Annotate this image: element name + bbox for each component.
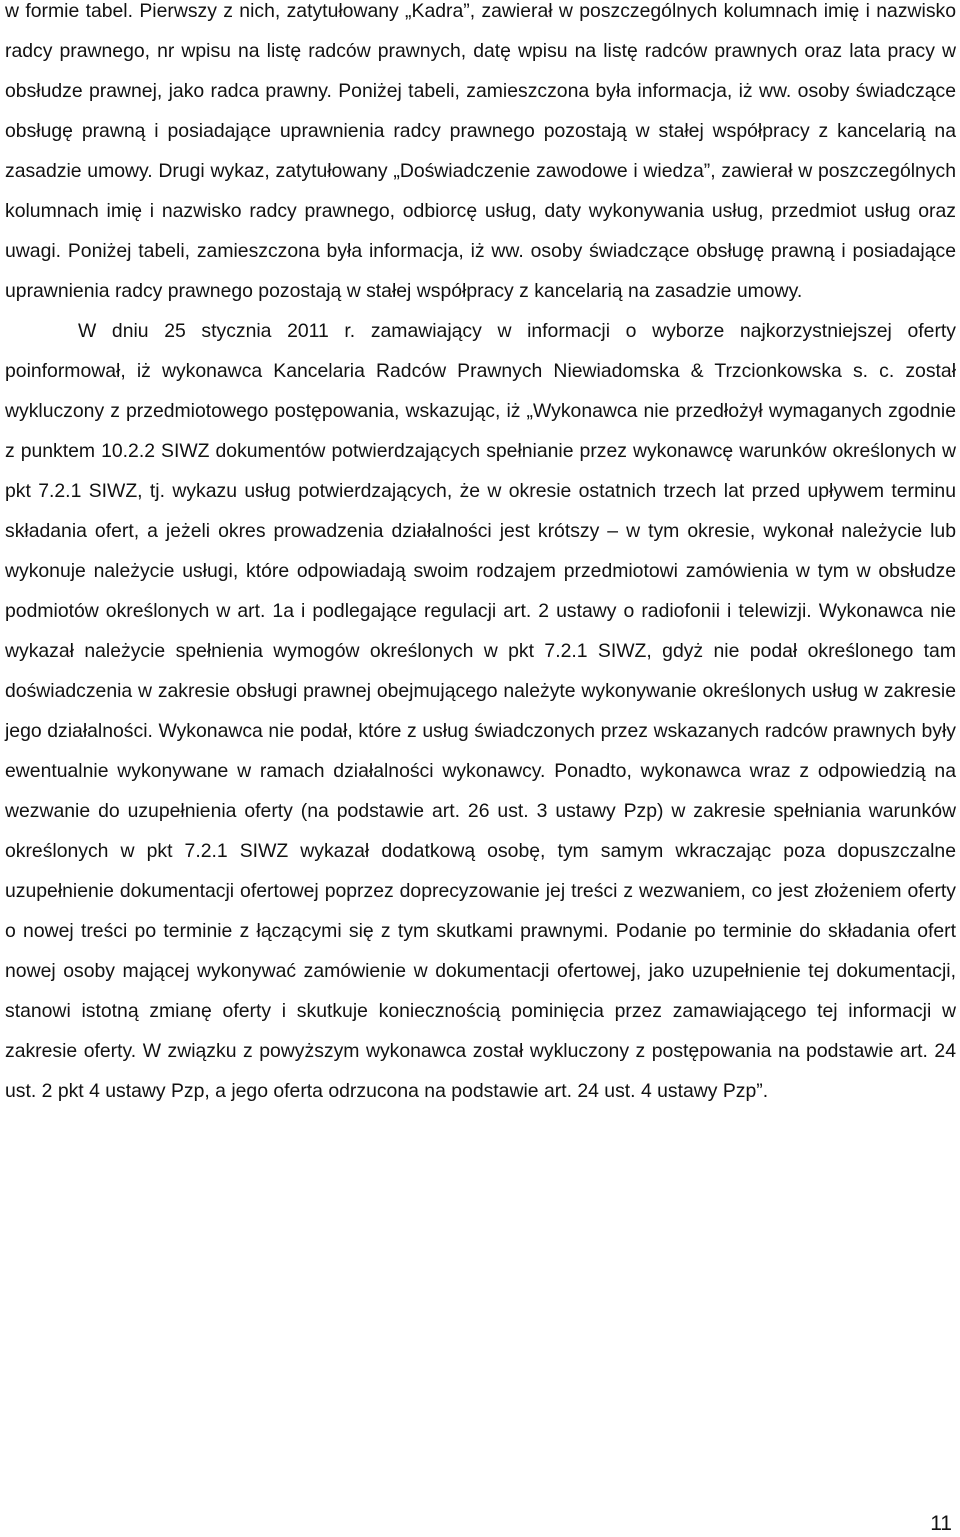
- body-paragraph-1: w formie tabel. Pierwszy z nich, zatytułowany „Kadra”, zawierał w poszczególnych kolumnach imię i nazwisko radcy prawnego, nr wpisu na listę radców prawnych, datę wpisu na listę radców prawnych oraz lata pracy w obsłudze prawnej, jako radca prawny. Poniżej tabeli, zamieszczona była informacja, iż ww. osoby świadczące obsługę prawną i posiadające uprawnienia radcy prawnego pozostają w stałej współpracy z kancelarią na zasadzie umowy. Drugi wykaz, zatytułowany „Doświadczenie zawodowe i wiedza”, zawierał w poszczególnych kolumnach imię i nazwisko radcy prawnego, odbiorcę usług, daty wykonywania usług, przedmiot usług oraz uwagi. Poniżej tabeli, zamieszczona była informacja, iż ww. osoby świadczące obsługę prawną i posiadające uprawnienia radcy prawnego pozostają w stałej współpracy z kancelarią na zasadzie umowy.: [5, 0, 956, 302]
- body-paragraph-2: W dniu 25 stycznia 2011 r. zamawiający w informacji o wyborze najkorzystniejszej oferty poinformował, iż wykonawca Kancelaria Radców Prawnych Niewiadomska & Trzcionkowska s. c. został wykluczony z przedmiotowego postępowania, wskazując, iż „Wykonawca nie przedłożył wymaganych zgodnie z punktem 10.2.2 SIWZ dokumentów potwierdzających spełnianie przez wykonawcę warunków określonych w pkt 7.2.1 SIWZ, tj. wykazu usług potwierdzających, że w okresie ostatnich trzech lat przed upływem terminu składania ofert, a jeżeli okres prowadzenia działalności jest krótszy – w tym okresie, wykonał należycie lub wykonuje należycie usługi, które odpowiadają swoim rodzajem przedmiotowi zamówienia w tym w obsłudze podmiotów określonych w art. 1a i podlegające regulacji art. 2 ustawy o radiofonii i telewizji. Wykonawca nie wykazał należycie spełnienia wymogów określonych w pkt 7.2.1 SIWZ, gdyż nie podał określonego tam doświadczenia w zakresie obsługi prawnej obejmującego należyte wykonywanie określonych usług w zakresie jego działalności. Wykonawca nie podał, które z usług świadczonych przez wskazanych radców prawnych były ewentualnie wykonywane w ramach działalności wykonawcy. Ponadto, wykonawca wraz z odpowiedzią na wezwanie do uzupełnienia oferty (na podstawie art. 26 ust. 3 ustawy Pzp) w zakresie spełniania warunków określonych w pkt 7.2.1 SIWZ wykazał dodatkową osobę, tym samym wkraczając poza dopuszczalne uzupełnienie dokumentacji ofertowej poprzez doprecyzowanie jej treści z wezwaniem, co jest złożeniem oferty o nowej treści po terminie z łączącymi się z tym skutkami prawnymi. Podanie po terminie do składania ofert nowej osoby mającej wykonywać zamówienie w dokumentacji ofertowej, jako uzupełnienie tej dokumentacji, stanowi istotną zmianę oferty i skutkuje koniecznością pominięcia przez zamawiającego tej informacji w zakresie oferty. W związku z powyższym wykonawca został wykluczony z postępowania na podstawie art. 24 ust. 2 pkt 4 ustawy Pzp, a jego oferta odrzucona na podstawie art. 24 ust. 4 ustawy Pzp”.: [5, 320, 956, 1102]
- document-page: [5, 0, 956, 1111]
- page-number: 11: [930, 1512, 952, 1535]
